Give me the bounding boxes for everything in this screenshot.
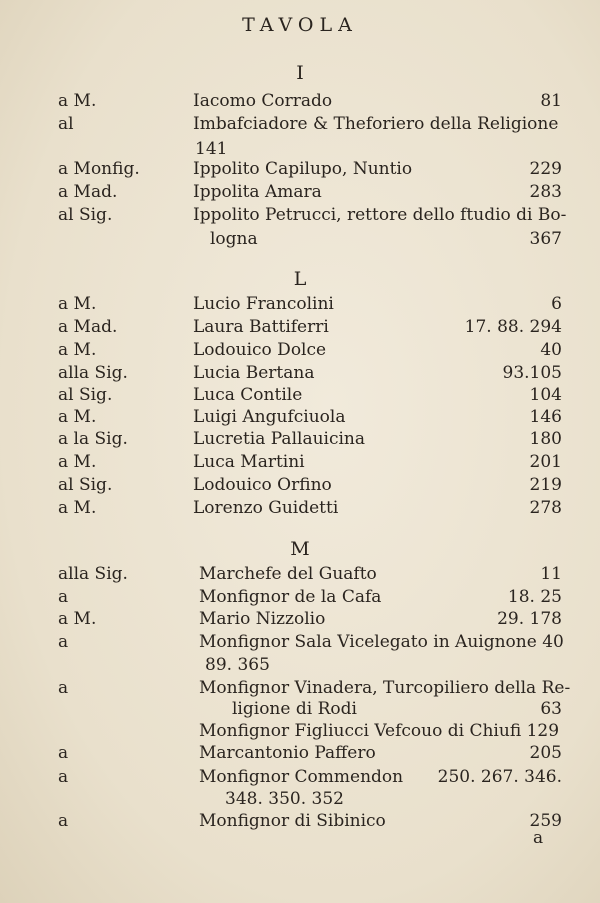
entry-name: Ippolita Amara bbox=[193, 182, 322, 202]
index-entry bbox=[0, 766, 600, 788]
entry-prefix: a Monfig. bbox=[58, 159, 140, 179]
entry-prefix: al bbox=[58, 114, 74, 134]
entry-continuation bbox=[0, 228, 600, 250]
entry-prefix: a bbox=[58, 767, 69, 787]
entry-prefix: al Sig. bbox=[58, 475, 113, 495]
entry-prefix: a M. bbox=[58, 498, 97, 518]
entry-name: Monfignor Vinadera, Turcopiliero della Re- bbox=[199, 678, 571, 698]
entry-name: Marcantonio Paffero bbox=[199, 743, 376, 763]
entry-prefix: a bbox=[58, 743, 69, 763]
entry-name: Laura Battiferri bbox=[193, 317, 329, 337]
entry-name: Marchefe del Guafto bbox=[199, 564, 377, 584]
entry-prefix: a M. bbox=[58, 340, 97, 360]
entry-pages: 11 bbox=[540, 564, 562, 584]
entry-pages: 219 bbox=[529, 475, 562, 495]
entry-prefix: a M. bbox=[58, 294, 97, 314]
entry-name: Lucio Francolini bbox=[193, 294, 334, 314]
index-entry bbox=[0, 677, 600, 699]
entry-pages: 146 bbox=[529, 407, 562, 427]
index-entry bbox=[0, 451, 600, 473]
entry-prefix: alla Sig. bbox=[58, 564, 128, 584]
entry-pages: 283 bbox=[529, 182, 562, 202]
entry-name: Monfignor de la Cafa bbox=[199, 587, 382, 607]
index-entry bbox=[0, 293, 600, 315]
entry-continuation bbox=[0, 698, 600, 720]
index-entry bbox=[0, 406, 600, 428]
entry-prefix: al Sig. bbox=[58, 205, 113, 225]
index-entry bbox=[0, 204, 600, 226]
entry-prefix: a Mad. bbox=[58, 317, 118, 337]
section-letter: L bbox=[293, 268, 307, 290]
entry-prefix: al Sig. bbox=[58, 385, 113, 405]
entry-pages: 81 bbox=[540, 91, 562, 111]
entry-name: Lodouico Orfino bbox=[193, 475, 332, 495]
index-entry bbox=[0, 474, 600, 496]
entry-prefix: a M. bbox=[58, 609, 97, 629]
entry-prefix: a Mad. bbox=[58, 182, 118, 202]
entry-name: Luca Martini bbox=[193, 452, 305, 472]
index-entry bbox=[0, 720, 600, 742]
section-letter: I bbox=[296, 62, 304, 84]
entry-continuation bbox=[0, 654, 600, 676]
entry-prefix: a bbox=[58, 632, 69, 652]
continuation-pages: 63 bbox=[540, 699, 562, 719]
index-entry bbox=[0, 586, 600, 608]
index-entry bbox=[0, 742, 600, 764]
entry-pages: 205 bbox=[529, 743, 562, 763]
section-letter: M bbox=[290, 538, 310, 560]
entry-prefix: a M. bbox=[58, 407, 97, 427]
entry-pages: 29. 178 bbox=[497, 609, 562, 629]
index-entry bbox=[0, 362, 600, 384]
index-entry bbox=[0, 810, 600, 832]
continuation-text: 348. 350. 352 bbox=[225, 789, 344, 809]
index-entry bbox=[0, 316, 600, 338]
index-entry bbox=[0, 339, 600, 361]
entry-prefix: a M. bbox=[58, 91, 97, 111]
entry-prefix: a la Sig. bbox=[58, 429, 128, 449]
entry-name: Ippolito Petrucci, rettore dello ftudio di Bo- bbox=[193, 205, 567, 225]
entry-name: Monfignor di Sibinico bbox=[199, 811, 386, 831]
continuation-text: logna bbox=[210, 229, 258, 249]
index-entry bbox=[0, 90, 600, 112]
entry-continuation bbox=[0, 788, 600, 810]
entry-name: Luigi Angufciuola bbox=[193, 407, 346, 427]
entry-name: Ippolito Capilupo, Nuntio bbox=[193, 159, 413, 179]
entry-name: Iacomo Corrado bbox=[193, 91, 333, 111]
entry-name: Monfignor Sala Vicelegato in Auignone 40 bbox=[199, 632, 564, 652]
entry-pages: 104 bbox=[529, 385, 562, 405]
continuation-text: ligione di Rodi bbox=[232, 699, 357, 719]
entry-name: Monfignor Commendon bbox=[199, 767, 404, 787]
index-entry bbox=[0, 158, 600, 180]
entry-prefix: alla Sig. bbox=[58, 363, 128, 383]
entry-pages: 6 bbox=[551, 294, 562, 314]
continuation-text: 141 bbox=[195, 139, 228, 159]
page-header: TAVOLA bbox=[242, 14, 358, 36]
entry-prefix: a bbox=[58, 678, 69, 698]
entry-name: Monfignor Figliucci Vefcouo di Chiufi 129 bbox=[199, 721, 560, 741]
continuation-pages: 367 bbox=[529, 229, 562, 249]
entry-pages: 180 bbox=[529, 429, 562, 449]
index-entry bbox=[0, 113, 600, 135]
entry-name: Lucia Bertana bbox=[193, 363, 315, 383]
continuation-text: 89. 365 bbox=[205, 655, 270, 675]
entry-pages: 259 bbox=[529, 811, 562, 831]
entry-name: Imbafciadore & Theforiero della Religione bbox=[193, 114, 559, 134]
entry-prefix: a bbox=[58, 587, 69, 607]
entry-name: Lorenzo Guidetti bbox=[193, 498, 339, 518]
entry-pages: 40 bbox=[540, 340, 562, 360]
entry-pages: 201 bbox=[529, 452, 562, 472]
index-entry bbox=[0, 497, 600, 519]
entry-pages: 18. 25 bbox=[507, 587, 562, 607]
entry-name: Luca Contile bbox=[193, 385, 303, 405]
index-entry bbox=[0, 181, 600, 203]
index-entry bbox=[0, 384, 600, 406]
index-entry bbox=[0, 563, 600, 585]
entry-name: Lucretia Pallauicina bbox=[193, 429, 366, 449]
entry-name: Lodouico Dolce bbox=[193, 340, 327, 360]
entry-prefix: a M. bbox=[58, 452, 97, 472]
entry-pages: 278 bbox=[529, 498, 562, 518]
entry-continuation bbox=[0, 138, 600, 160]
entry-name: Mario Nizzolio bbox=[199, 609, 326, 629]
index-entry bbox=[0, 428, 600, 450]
entry-pages: 229 bbox=[529, 159, 562, 179]
index-entry bbox=[0, 631, 600, 653]
entry-pages: 93.105 bbox=[502, 363, 562, 383]
entry-prefix: a bbox=[58, 811, 69, 831]
entry-pages: 250. 267. 346. bbox=[437, 767, 562, 787]
catchword: a bbox=[533, 828, 544, 848]
index-entry bbox=[0, 608, 600, 630]
entry-pages: 17. 88. 294 bbox=[464, 317, 562, 337]
